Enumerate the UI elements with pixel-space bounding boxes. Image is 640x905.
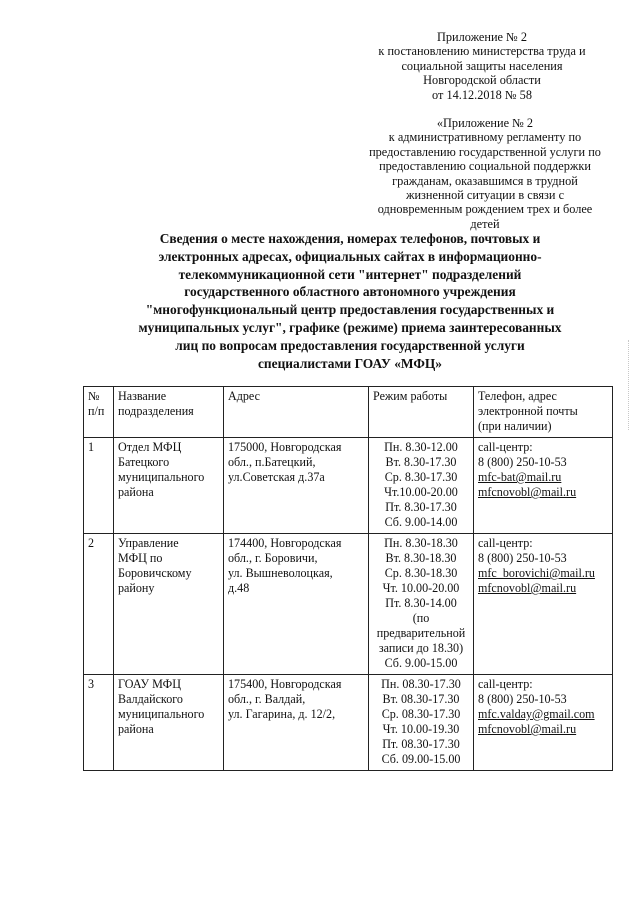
office-name-line: Управление bbox=[118, 536, 179, 550]
email-link[interactable]: mfcnovobl@mail.ru bbox=[478, 722, 577, 736]
office-name-line: района bbox=[118, 485, 154, 499]
header-line: (при наличии) bbox=[478, 419, 552, 433]
schedule-line: Сб. 9.00-14.00 bbox=[384, 515, 458, 529]
address-line: обл., г. Боровичи, bbox=[228, 551, 318, 565]
table-row bbox=[84, 534, 613, 675]
phone-number: 8 (800) 250-10-53 bbox=[478, 692, 567, 706]
office-address bbox=[224, 438, 369, 534]
scan-margin-mark bbox=[628, 340, 632, 430]
document-title bbox=[80, 230, 620, 372]
office-contacts bbox=[474, 675, 613, 771]
appendix-line: жизненной ситуации в связи с bbox=[405, 188, 565, 203]
schedule-line: Пн. 8.30-12.00 bbox=[384, 440, 458, 454]
schedule-line: Чт. 10.00-20.00 bbox=[382, 581, 460, 595]
office-name-line: муниципального bbox=[118, 707, 205, 721]
phone-number: 8 (800) 250-10-53 bbox=[478, 551, 567, 565]
office-schedule bbox=[369, 534, 474, 675]
header-line: Режим работы bbox=[373, 389, 448, 403]
office-name bbox=[114, 438, 224, 534]
header-address bbox=[224, 387, 369, 438]
address-line: ул. Вышневолоцкая, bbox=[228, 566, 333, 580]
schedule-line: Пт. 08.30-17.30 bbox=[382, 737, 460, 751]
schedule-line: предварительной bbox=[376, 626, 466, 640]
appendix-ministry-order bbox=[362, 30, 602, 102]
office-schedule bbox=[369, 675, 474, 771]
appendix-regulation bbox=[360, 116, 610, 231]
header-line: № bbox=[88, 389, 100, 403]
phone-number: 8 (800) 250-10-53 bbox=[478, 455, 567, 469]
call-center-label: call-центр: bbox=[478, 440, 533, 454]
office-name bbox=[114, 534, 224, 675]
header-schedule bbox=[369, 387, 474, 438]
schedule-line: Пт. 8.30-14.00 bbox=[385, 596, 457, 610]
schedule-line: Вт. 08.30-17.30 bbox=[382, 692, 460, 706]
schedule-line: Пн. 08.30-17.30 bbox=[381, 677, 461, 691]
appendix-line: предоставлению социальной поддержки bbox=[379, 159, 591, 174]
header-num bbox=[84, 387, 114, 438]
office-name-line: МФЦ по bbox=[118, 551, 163, 565]
appendix-line: к постановлению министерства труда и bbox=[378, 44, 586, 59]
appendix-line: гражданам, оказавшимся в трудной bbox=[392, 173, 578, 188]
schedule-line: (по bbox=[412, 611, 430, 625]
schedule-line: Ср. 8.30-17.30 bbox=[384, 470, 458, 484]
schedule-line: записи до 18.30) bbox=[378, 641, 464, 655]
table-row bbox=[84, 438, 613, 534]
schedule-line: Вт. 8.30-17.30 bbox=[385, 455, 457, 469]
title-line: муниципальных услуг", графике (режиме) приема заинтересованных bbox=[138, 319, 562, 335]
appendix-line: социальной защиты населения bbox=[401, 58, 563, 73]
table-header-row bbox=[84, 387, 613, 438]
appendix-line: Новгородской области bbox=[423, 73, 541, 88]
header-line: подразделения bbox=[118, 404, 194, 418]
schedule-line: Сб. 09.00-15.00 bbox=[381, 752, 461, 766]
row-number: 3 bbox=[84, 675, 114, 771]
office-name-line: району bbox=[118, 581, 155, 595]
header-contacts bbox=[474, 387, 613, 438]
email-link[interactable]: mfc.valday@gmail.com bbox=[478, 707, 595, 721]
appendix-line: к административному регламенту по bbox=[388, 130, 582, 145]
header-name bbox=[114, 387, 224, 438]
office-contacts bbox=[474, 534, 613, 675]
schedule-line: Чт. 10.00-19.30 bbox=[382, 722, 460, 736]
header-line: Телефон, адрес bbox=[478, 389, 557, 403]
title-line: "многофункциональный центр предоставления государственных и bbox=[145, 302, 555, 318]
title-line: электронных адресах, официальных сайтах в информационно- bbox=[158, 248, 542, 264]
office-name-line: Валдайского bbox=[118, 692, 183, 706]
address-line: ул. Гагарина, д. 12/2, bbox=[228, 707, 336, 721]
office-name-line: ГОАУ МФЦ bbox=[118, 677, 181, 691]
office-name-line: Батецкого bbox=[118, 455, 170, 469]
appendix-line: от 14.12.2018 № 58 bbox=[432, 87, 532, 102]
appendix-line: детей bbox=[470, 216, 500, 231]
schedule-line: Пн. 8.30-18.30 bbox=[384, 536, 458, 550]
office-name-line: Отдел МФЦ bbox=[118, 440, 182, 454]
appendix-line: предоставлению государственной услуги по bbox=[369, 144, 601, 159]
table-row bbox=[84, 675, 613, 771]
title-line: лиц по вопросам предоставления государственной услуги bbox=[175, 337, 525, 353]
appendix-line: Приложение № 2 bbox=[436, 30, 528, 44]
schedule-line: Пт. 8.30-17.30 bbox=[385, 500, 457, 514]
appendix-line: одновременным рождением трех и более bbox=[377, 202, 593, 217]
header-line: Название bbox=[118, 389, 167, 403]
office-contacts bbox=[474, 438, 613, 534]
title-line: телекоммуникационной сети "интернет" подразделений bbox=[178, 266, 522, 282]
office-name-line: Боровичскому bbox=[118, 566, 192, 580]
row-number: 1 bbox=[84, 438, 114, 534]
address-line: 175400, Новгородская bbox=[228, 677, 342, 691]
address-line: 175000, Новгородская bbox=[228, 440, 342, 454]
office-name bbox=[114, 675, 224, 771]
address-line: 174400, Новгородская bbox=[228, 536, 342, 550]
address-line: обл., г. Валдай, bbox=[228, 692, 306, 706]
email-link[interactable]: mfcnovobl@mail.ru bbox=[478, 485, 577, 499]
address-line: д.48 bbox=[228, 581, 250, 595]
mfc-offices-table bbox=[83, 386, 613, 771]
header-line: электронной почты bbox=[478, 404, 578, 418]
call-center-label: call-центр: bbox=[478, 536, 533, 550]
schedule-line: Ср. 8.30-18.30 bbox=[384, 566, 458, 580]
header-line: п/п bbox=[88, 404, 105, 418]
schedule-line: Вт. 8.30-18.30 bbox=[385, 551, 457, 565]
schedule-line: Сб. 9.00-15.00 bbox=[384, 656, 458, 670]
office-name-line: района bbox=[118, 722, 154, 736]
office-schedule bbox=[369, 438, 474, 534]
office-name-line: муниципального bbox=[118, 470, 205, 484]
address-line: ул.Советская д.37а bbox=[228, 470, 325, 484]
address-line: обл., п.Батецкий, bbox=[228, 455, 316, 469]
office-address bbox=[224, 534, 369, 675]
appendix-line: «Приложение № 2 bbox=[436, 116, 534, 130]
schedule-line: Чт.10.00-20.00 bbox=[384, 485, 458, 499]
call-center-label: call-центр: bbox=[478, 677, 533, 691]
office-address bbox=[224, 675, 369, 771]
email-link[interactable]: mfcnovobl@mail.ru bbox=[478, 581, 577, 595]
title-line: Сведения о месте нахождения, номерах телефонов, почтовых и bbox=[159, 231, 541, 246]
header-line: Адрес bbox=[228, 389, 260, 403]
title-line: специалистами ГОАУ «МФЦ» bbox=[257, 355, 442, 371]
email-link[interactable]: mfc-bat@mail.ru bbox=[478, 470, 562, 484]
row-number: 2 bbox=[84, 534, 114, 675]
email-link[interactable]: mfc_borovichi@mail.ru bbox=[478, 566, 595, 580]
schedule-line: Ср. 08.30-17.30 bbox=[381, 707, 461, 721]
title-line: государственного областного автономного учреждения bbox=[184, 284, 516, 300]
